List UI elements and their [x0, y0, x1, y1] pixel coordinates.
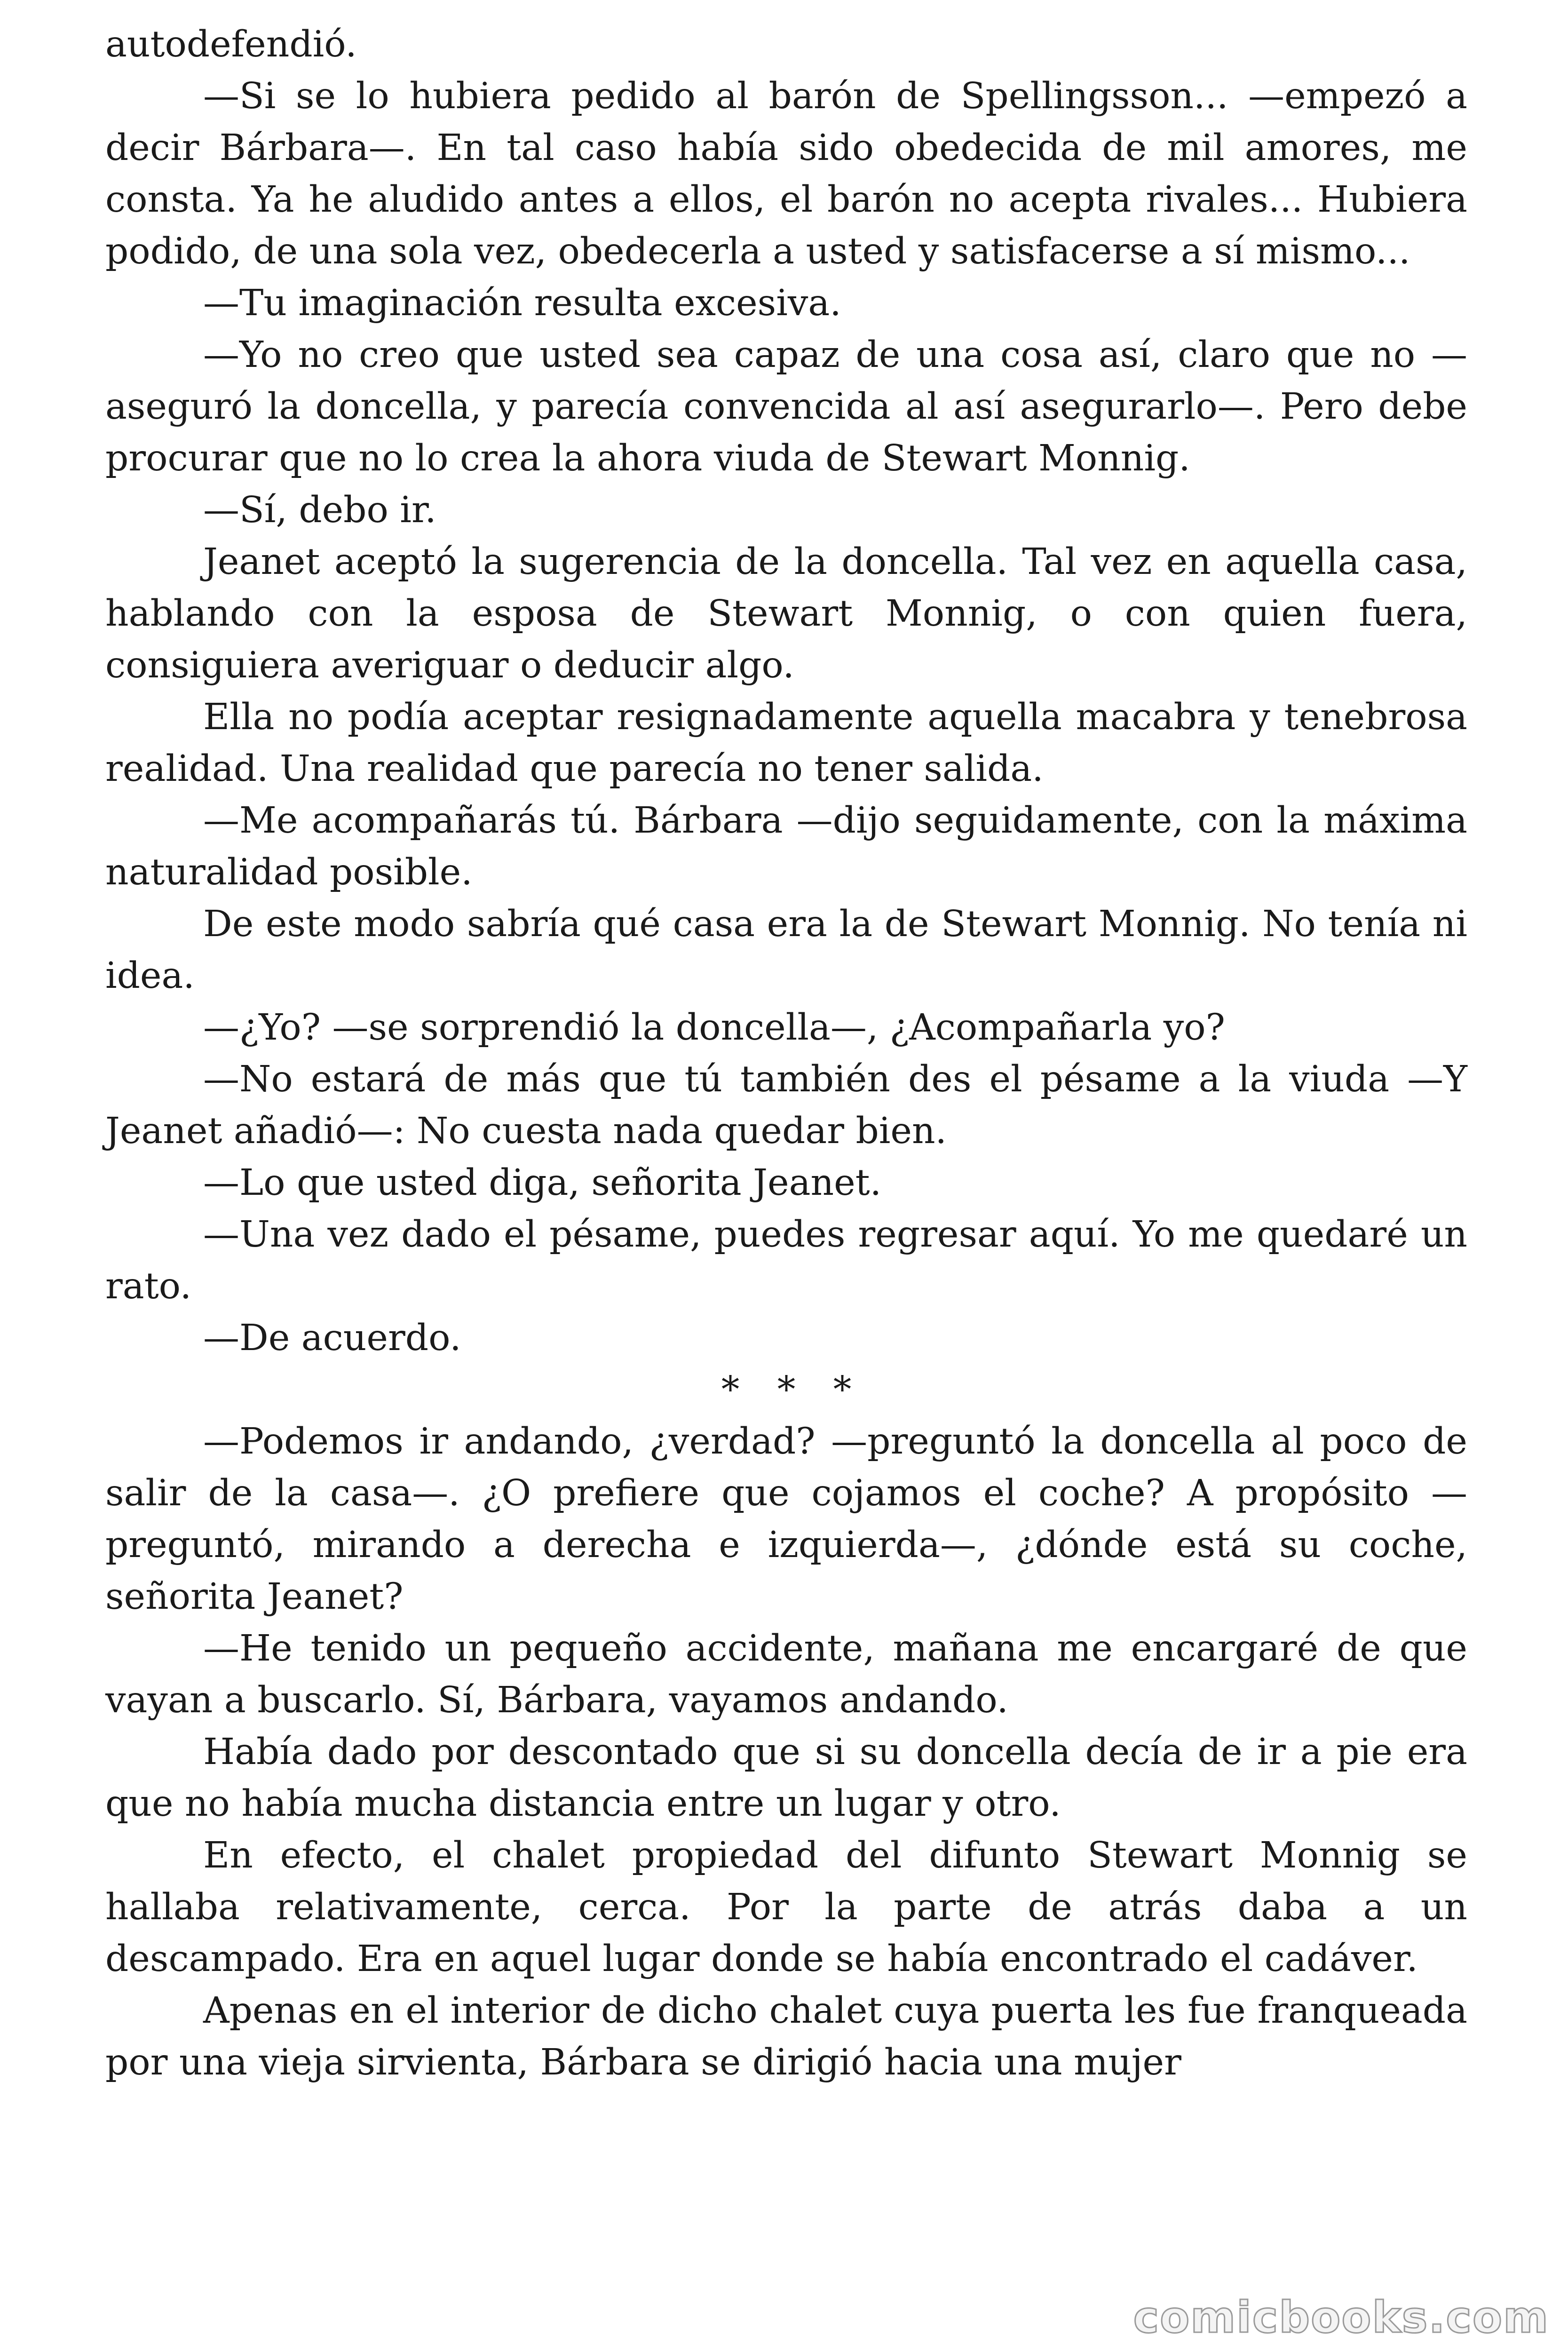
paragraph: —Me acompañarás tú. Bárbara —dijo seguidamente, con la máxima naturalidad posible.: [105, 800, 1467, 893]
paragraph: Había dado por descontado que si su doncella decía de ir a pie era que no había mucha distancia entre un lugar y otro.: [105, 1731, 1467, 1825]
paragraph: —De acuerdo.: [203, 1317, 461, 1359]
page-text: [105, 19, 1467, 2089]
watermark: comicbooks.com: [1133, 2292, 1549, 2343]
paragraph: En efecto, el chalet propiedad del difunto Stewart Monnig se hallaba relativamente, cerca. Por la parte de atrás daba a un descampado. Era en aquel lugar donde se había encontrado el cadáver.: [105, 1835, 1467, 1980]
paragraph: —Lo que usted diga, señorita Jeanet.: [203, 1162, 882, 1204]
paragraph: —No estará de más que tú también des el pésame a la viuda —Y Jeanet añadió—: No cuesta nada quedar bien.: [105, 1058, 1467, 1152]
paragraph: —¿Yo? —se sorprendió la doncella—, ¿Acompañarla yo?: [203, 1007, 1225, 1049]
paragraph: —Yo no creo que usted sea capaz de una cosa así, claro que no —aseguró la doncella, y parecía convencida al así asegurarlo—. Pero debe procurar que no lo crea la ahora viuda de Stewart Monnig.: [105, 334, 1467, 479]
paragraph: Jeanet aceptó la sugerencia de la doncella. Tal vez en aquella casa, hablando con la esposa de Stewart Monnig, o con quien fuera, consiguiera averiguar o deducir algo.: [105, 541, 1467, 686]
paragraph: —Sí, debo ir.: [203, 489, 436, 531]
paragraph: —Una vez dado el pésame, puedes regresar aquí. Yo me quedaré un rato.: [105, 1214, 1467, 1307]
section-separator: * * *: [721, 1369, 865, 1411]
paragraph: —He tenido un pequeño accidente, mañana me encargaré de que vayan a buscarlo. Sí, Bárbara, vayamos andando.: [105, 1628, 1467, 1721]
paragraph: Ella no podía aceptar resignadamente aquella macabra y tenebrosa realidad. Una realidad que parecía no tener salida.: [105, 696, 1467, 790]
paragraph: —Podemos ir andando, ¿verdad? —preguntó la doncella al poco de salir de la casa—. ¿O prefiere que cojamos el coche? A propósito —preguntó, mirando a derecha e izquierda—, ¿dónde está su coche, señorita Jeanet?: [105, 1421, 1467, 1618]
paragraph: Apenas en el interior de dicho chalet cuya puerta les fue franqueada por una vieja sirvienta, Bárbara se dirigió hacia una mujer: [105, 1990, 1467, 2083]
paragraph: autodefendió.: [105, 24, 357, 65]
paragraph: —Tu imaginación resulta excesiva.: [203, 282, 841, 324]
paragraph: De este modo sabría qué casa era la de Stewart Monnig. No tenía ni idea.: [105, 903, 1467, 997]
paragraph: —Si se lo hubiera pedido al barón de Spellingsson... —empezó a decir Bárbara—. En tal caso había sido obedecida de mil amores, me consta. Ya he aludido antes a ellos, el barón no acepta rivales... Hubiera podido, de una sola vez, obedecerla a usted y satisfacerse a sí mismo...: [105, 75, 1467, 272]
